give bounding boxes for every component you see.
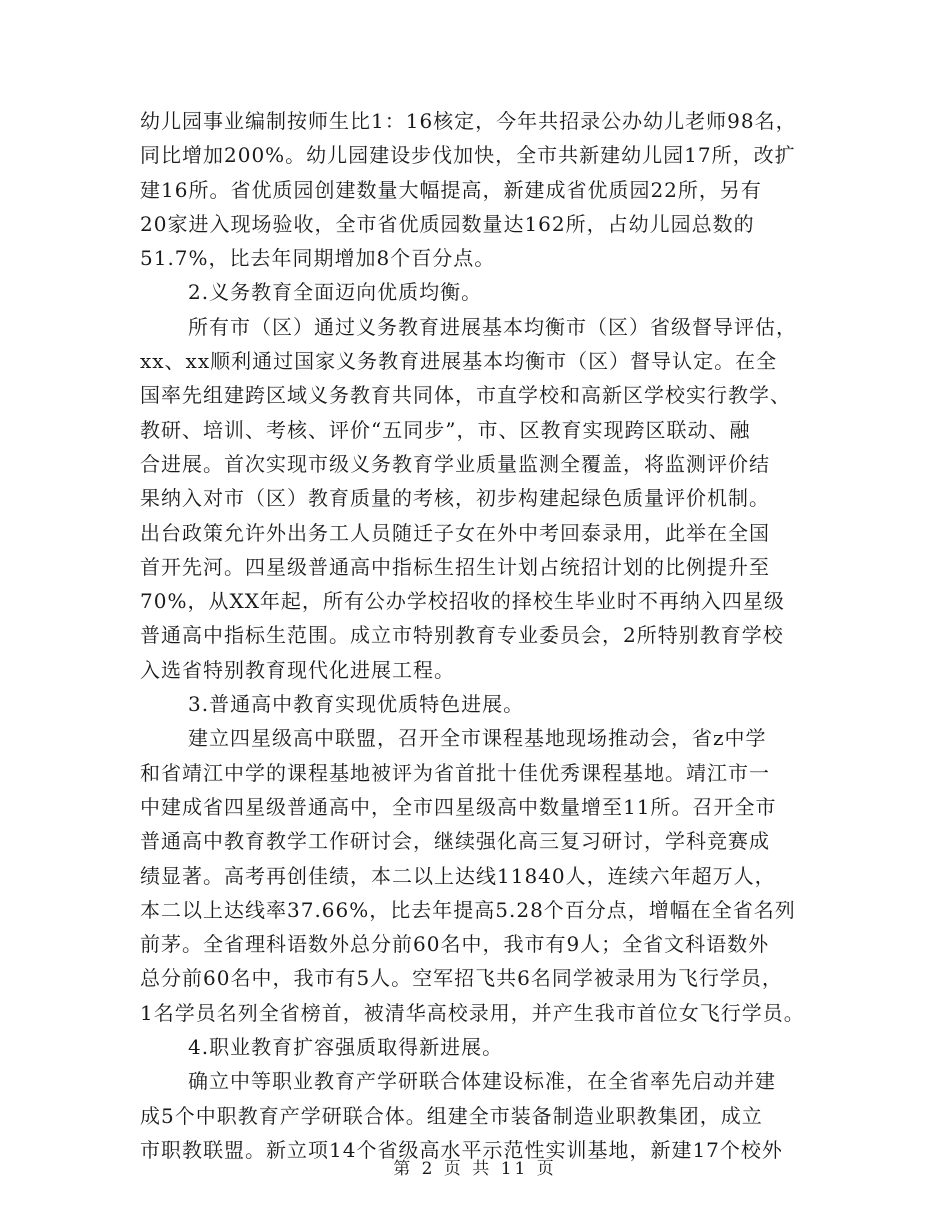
text-line: 1名学员名列全省榜首，被清华高校录用，并产生我市首位女飞行学员。 — [140, 1000, 805, 1025]
text-line: 教研、培训、考核、评价“五同步”，市、区教育实现跨区联动、融 — [140, 417, 751, 442]
text-line: 20家进入现场验收，全市省优质园数量达162所，占幼儿园总数的 — [140, 211, 755, 236]
text-line: 合进展。首次实现市级义务教育学业质量监测全覆盖，将监测评价结 — [140, 451, 770, 476]
text-line: 绩显著。高考再创佳绩，本二以上达线11840人，连续六年超万人， — [140, 863, 776, 888]
text-line: 3.普通高中教育实现优质特色进展。 — [188, 692, 525, 717]
text-line: 建16所。省优质园创建数量大幅提高，新建成省优质园22所，另有 — [140, 177, 762, 202]
text-line: 51.7%，比去年同期增加8个百分点。 — [140, 246, 496, 271]
text-line: 国率先组建跨区域义务教育共同体，市直学校和高新区学校实行教学、 — [140, 383, 791, 408]
text-line: 同比增加200%。幼儿园建设步伐加快，全市共新建幼儿园17所，改扩 — [140, 143, 796, 168]
text-line: xx、xx顺利通过国家义务教育进展基本均衡市（区）督导认定。在全 — [140, 349, 778, 374]
text-line: 出台政策允许外出务工人员随迁子女在外中考回泰录用，此举在全国 — [140, 520, 770, 545]
text-line: 普通高中教育教学工作研讨会，继续强化高三复习研讨，学科竞赛成 — [140, 829, 770, 854]
page-number: 第 2 页 共 11 页 — [393, 1159, 557, 1179]
text-line: 前茅。全省理科语数外总分前60名中，我市有9人；全省文科语数外 — [140, 932, 770, 957]
text-line: 中建成省四星级普通高中，全市四星级高中数量增至11所。召开全市 — [140, 794, 777, 819]
text-line: 所有市（区）通过义务教育进展基本均衡市（区）省级督导评估， — [188, 314, 797, 339]
text-line: 确立中等职业教育产学研联合体建设标准，在全省率先启动并建 — [188, 1069, 776, 1094]
text-line: 本二以上达线率37.66%，比去年提高5.28个百分点，增幅在全省名列 — [140, 897, 796, 922]
text-line: 市职教联盟。新立项14个省级高水平示范性实训基地，新建17个校外 — [140, 1137, 783, 1162]
text-line: 果纳入对市（区）教育质量的考核，初步构建起绿色质量评价机制。 — [140, 486, 770, 511]
text-line: 入选省特别教育现代化进展工程。 — [140, 657, 455, 682]
text-line: 和省靖江中学的课程基地被评为省首批十佳优秀课程基地。靖江市一 — [140, 760, 770, 785]
text-line: 成5个中职教育产学研联合体。组建全市装备制造业职教集团，成立 — [140, 1103, 763, 1128]
text-line: 4.职业教育扩容强质取得新进展。 — [188, 1035, 504, 1060]
paragraph-lines — [140, 104, 820, 1167]
text-line: 幼儿园事业编制按师生比1：16核定，今年共招录公办幼儿老师98名， — [140, 109, 797, 133]
text-line: 总分前60名中，我市有5人。空军招飞共6名同学被录用为飞行学员， — [140, 966, 783, 991]
text-line: 首开先河。四星级普通高中指标生招生计划占统招计划的比例提升至 — [140, 554, 770, 579]
text-line: 70%，从XX年起，所有公办学校招收的择校生毕业时不再纳入四星级 — [140, 589, 785, 614]
text-line: 普通高中指标生范围。成立市特别教育专业委员会，2所特别教育学校 — [140, 623, 784, 648]
text-line: 建立四星级高中联盟，召开全市课程基地现场推动会，省z中学 — [188, 726, 767, 751]
text-line: 2.义务教育全面迈向优质均衡。 — [188, 280, 483, 305]
document-body — [140, 104, 820, 1167]
